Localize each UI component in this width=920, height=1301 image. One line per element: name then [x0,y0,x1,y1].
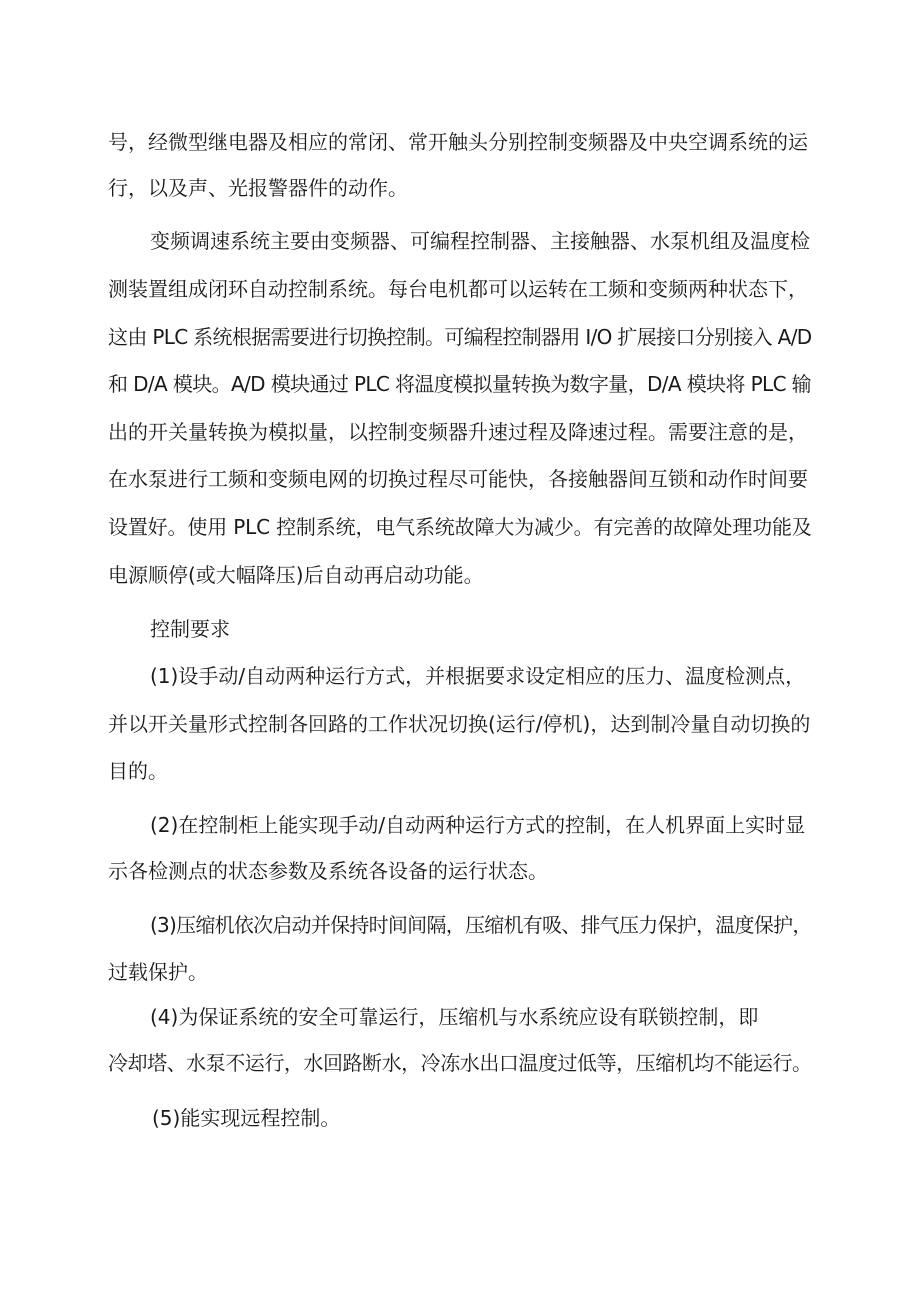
paragraph-2-line-3: 这由 PLC 系统根据需要进行切换控制。可编程控制器用 I/O 扩展接口分别接入 A/D [108,325,812,349]
requirement-1-line-2: 并以开关量形式控制各回路的工作状况切换(运行/停机)，达到制冷量自动切换的 [108,712,811,736]
requirement-5-line-1: (5)能实现远程控制。 [152,1106,341,1130]
paragraph-1-line-1: 号，经微型继电器及相应的常闭、常开触头分别控制变频器及中央空调系统的运 [108,130,808,154]
requirement-1-line-1: (1)设手动/自动两种运行方式，并根据要求设定相应的压力、温度检测点， [150,664,806,688]
requirement-2-line-2: 示各检测点的状态参数及系统各设备的运行状态。 [108,859,548,883]
paragraph-2-line-5: 出的开关量转换为模拟量，以控制变频器升速过程及降速过程。需要注意的是， [108,420,808,444]
requirement-1-line-3: 目的。 [108,759,168,783]
requirement-4-line-2: 冷却塔、水泵不运行，水回路断水，冷冻水出口温度过低等，压缩机均不能运行。 [108,1051,812,1075]
requirement-3-line-2: 过载保护。 [108,960,208,984]
paragraph-1-line-2: 行，以及声、光报警器件的动作。 [108,176,408,200]
requirement-4-line-1: (4)为保证系统的安全可靠运行，压缩机与水系统应设有联锁控制，即 [150,1005,759,1029]
paragraph-2-line-1: 变频调速系统主要由变频器、可编程控制器、主接触器、水泵机组及温度检 [150,229,810,253]
section-heading: 控制要求 [150,617,230,641]
paragraph-2-line-8: 电源顺停(或大幅降压)后自动再启动功能。 [108,563,484,587]
paragraph-2-line-2: 测装置组成闭环自动控制系统。每台电机都可以运转在工频和变频两种状态下， [108,277,808,301]
requirement-2-line-1: (2)在控制柜上能实现手动/自动两种运行方式的控制，在人机界面上实时显 [150,813,806,837]
requirement-3-line-1: (3)压缩机依次启动并保持时间间隔，压缩机有吸、排气压力保护，温度保护， [150,913,812,937]
paragraph-2-line-6: 在水泵进行工频和变频电网的切换过程尽可能快，各接触器间互锁和动作时间要 [108,467,808,491]
paragraph-2-line-4: 和 D/A 模块。A/D 模块通过 PLC 将温度模拟量转换为数字量，D/A 模块将 PLC 输 [108,372,812,396]
paragraph-2-line-7: 设置好。使用 PLC 控制系统，电气系统故障大为减少。有完善的故障处理功能及 [108,515,812,539]
